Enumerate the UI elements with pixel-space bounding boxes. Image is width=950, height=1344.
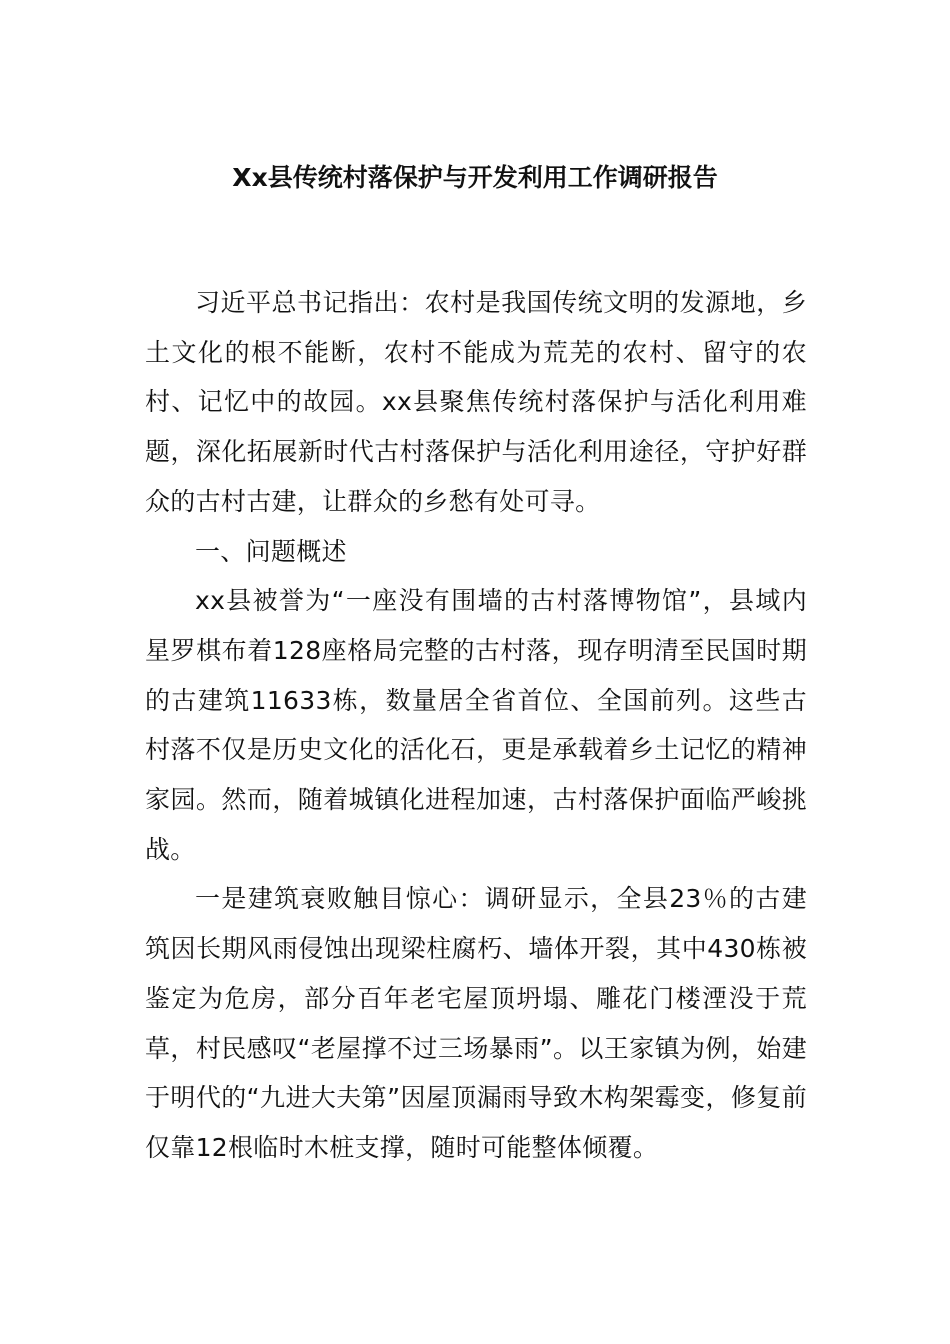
overview-paragraph: xx县被誉为“一座没有围墙的古村落博物馆”，县域内星罗棋布着128座格局完整的古村落，现存明清至民国时期的古建筑11633栋，数量居全省首位、全国前列。这些古村落不仅是历史文化的活化石，更是承载着乡土记忆的精神家园。然而，随着城镇化进程加速，古村落保护面临严峻挑战。 xyxy=(145,586,807,864)
document-title: Xx县传统村落保护与开发利用工作调研报告 xyxy=(232,163,718,192)
intro-paragraph: 习近平总书记指出：农村是我国传统文明的发源地，乡土文化的根不能断，农村不能成为荒芜的农村、留守的农村、记忆中的故园。xx县聚焦传统村落保护与活化利用难题，深化拓展新时代古村落保护与活化利用途径，守护好群众的古村古建，让群众的乡愁有处可寻。 xyxy=(145,288,807,516)
section-heading: 一、问题概述 xyxy=(195,536,347,566)
document-body xyxy=(145,278,807,1173)
building-decay-paragraph: 一是建筑衰败触目惊心：调研显示，全县23％的古建筑因长期风雨侵蚀出现梁柱腐朽、墙体开裂，其中430栋被鉴定为危房，部分百年老宅屋顶坍塌、雕花门楼湮没于荒草，村民感叹“老屋撑不过三场暴雨”。以王家镇为例，始建于明代的“九进大夫第”因屋顶漏雨导致木构架霉变，修复前仅靠12根临时木桩支撑，随时可能整体倾覆。 xyxy=(145,884,807,1162)
